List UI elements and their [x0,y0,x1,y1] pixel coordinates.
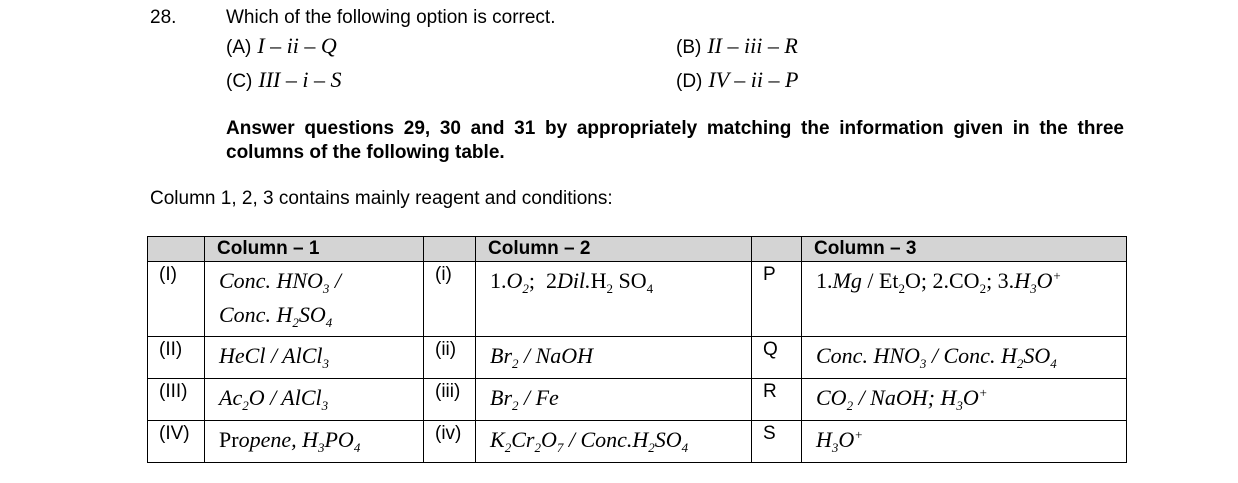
column-1-entry: Propene, $H_3PO_4$ [205,421,424,463]
table-row [148,337,1127,379]
header-column-3: Column – 3 [802,237,1127,262]
option-c[interactable] [226,67,341,93]
option-value: III – i – S [258,67,342,92]
row-index: (I) [148,262,205,337]
option-label: (C) [226,71,253,92]
column-1-entry: $Ac_2O$ / AlCl$_3$ [205,379,424,421]
question-number: 28. [150,7,177,28]
header-column-2: Column – 2 [476,237,752,262]
instruction-text: Answer questions 29, 30 and 31 by appropriately matching the information given in the three columns of the following table. [226,118,1124,163]
header-blank [424,237,476,262]
option-d[interactable] [676,67,798,93]
option-a[interactable] [226,33,337,59]
option-value: II – iii – R [707,33,798,58]
option-label: (A) [226,37,252,58]
header-column-1: Column – 1 [205,237,424,262]
table-row [148,421,1127,463]
question-text: Which of the following option is correct. [226,7,556,28]
column-3-entry: $1.Mg / Et_2O$; $2.CO_2$; $3.H_3O^+$ [802,262,1127,337]
header-blank [148,237,205,262]
table-intro: Column 1, 2, 3 contains mainly reagent and conditions: [150,188,613,209]
column-3-entry: $H_3O^+$ [802,421,1127,463]
column-3-entry: $CO_2$ / NaOH; $H_3O^+$ [802,379,1127,421]
row-index: (III) [148,379,205,421]
row-index: (ii) [424,337,476,379]
column-2-entry: $K_2Cr_2O_7$ / $Conc.H_2SO_4$ [476,421,752,463]
column-2-entry: $Br_2$ / Fe [476,379,752,421]
option-label: (B) [676,37,702,58]
row-index: (IV) [148,421,205,463]
table-row [148,379,1127,421]
option-label: (D) [676,71,703,92]
option-b[interactable] [676,33,798,59]
table-row [148,262,1127,337]
row-index: S [752,421,802,463]
row-index: Q [752,337,802,379]
column-2-entry: $Br_2$ / NaOH [476,337,752,379]
row-index: P [752,262,802,337]
column-3-entry: Conc. $HNO_3$ / Conc. $H_2SO_4$ [802,337,1127,379]
column-1-entry: HeCl / AlCl$_3$ [205,337,424,379]
table-header-row [148,237,1127,262]
row-index: R [752,379,802,421]
matching-table [147,236,1127,463]
header-blank [752,237,802,262]
column-1-entry: Conc. $HNO_3$ / Conc. $H_2SO_4$ [205,262,424,337]
row-index: (i) [424,262,476,337]
row-index: (II) [148,337,205,379]
row-index: (iii) [424,379,476,421]
option-value: I – ii – Q [257,33,337,58]
row-index: (iv) [424,421,476,463]
column-2-entry: $1.O_2$; $2Dil.H_2$ $SO_4$ [476,262,752,337]
option-value: IV – ii – P [708,67,799,92]
